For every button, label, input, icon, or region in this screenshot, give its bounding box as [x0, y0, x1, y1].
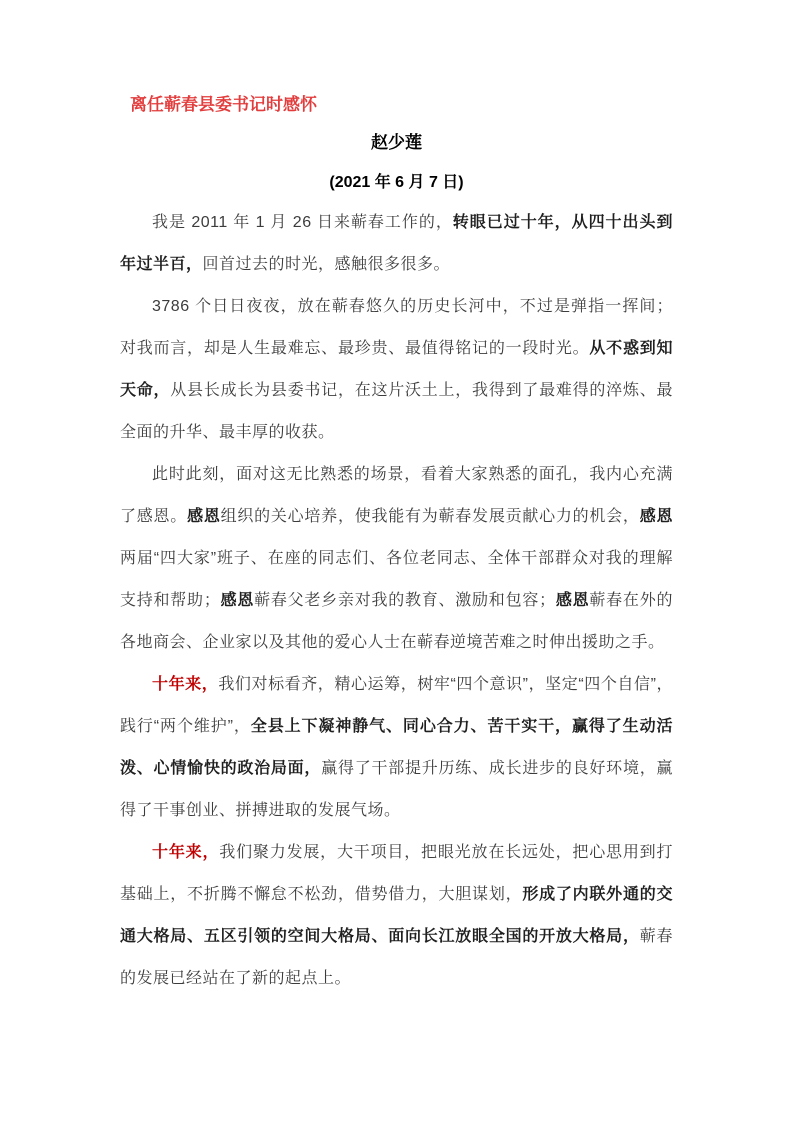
date-line: (2021 年 6 月 7 日)	[329, 174, 464, 191]
text-run: 从县长成长为县委书记，在这片沃土上，我得到了最难得的淬炼、最全面的升华、最丰厚的收获。	[120, 382, 673, 441]
text-run: 回首过去的时光，感触很多很多。	[202, 256, 451, 273]
text-run: 两届“四大家”班子、在座的同志们、各位老同志、全体干部群众对我的理解支持和帮助；	[120, 550, 673, 609]
paragraph	[120, 664, 673, 832]
paragraph	[120, 454, 673, 664]
text-run: 形成了内联外通的交通大格局、五区引领的空间大格局、面向长江放眼全国的开放大格局，	[120, 886, 673, 945]
text-run: 转眼已过十年，从四十出头到年过半百，	[120, 214, 673, 273]
text-run: 我们对标看齐，精心运筹，树牢“四个意识”，坚定“四个自信”，践行“两个维护”，	[120, 676, 673, 735]
text-run: 感恩	[639, 508, 673, 525]
author-name: 赵少莲	[371, 133, 422, 152]
text-run: 蕲春在外的各地商会、企业家以及其他的爱心人士在蕲春逆境苦难之时伸出援助之手。	[120, 592, 673, 651]
paragraph	[120, 286, 673, 454]
text-run: 感恩	[220, 592, 255, 609]
text-run: 此时此刻，面对这无比熟悉的场景，看着大家熟悉的面孔，我内心充满了感恩。	[120, 466, 673, 525]
text-run: 3786 个日日夜夜，放在蕲春悠久的历史长河中，不过是弹指一挥间；对我而言，却是人生最难忘、最珍贵、最值得铭记的一段时光。	[120, 298, 673, 357]
text-run: 蕲春的发展已经站在了新的起点上。	[120, 928, 673, 987]
text-run: 蕲春父老乡亲对我的教育、激励和包容；	[254, 592, 556, 609]
text-run: 全县上下凝神静气、同心合力、苦干实干，赢得了生动活泼、心情愉快的政治局面，	[120, 718, 673, 777]
paragraph	[120, 832, 673, 1000]
text-run: 赢得了干部提升历练、成长进步的良好环境，赢得了干事创业、拼搏进取的发展气场。	[120, 760, 673, 819]
text-run: 十年来，	[152, 676, 219, 693]
text-run: 我是 2011 年 1 月 26 日来蕲春工作的，	[152, 214, 453, 231]
paragraph	[120, 202, 673, 286]
document-title: 离任蕲春县委书记时感怀	[130, 95, 317, 114]
text-run: 组织的关心培养，使我能有为蕲春发展贡献心力的机会，	[220, 508, 640, 525]
document-body	[120, 202, 673, 1000]
text-run: 感恩	[187, 508, 221, 525]
text-run: 十年来，	[152, 844, 220, 861]
text-run: 感恩	[555, 592, 590, 609]
text-run: 我们聚力发展，大干项目，把眼光放在长远处，把心思用到打基础上，不折腾不懈怠不松劲，借势借力，大胆谋划，	[120, 844, 673, 903]
text-run: 从不惑到知天命，	[120, 340, 673, 399]
